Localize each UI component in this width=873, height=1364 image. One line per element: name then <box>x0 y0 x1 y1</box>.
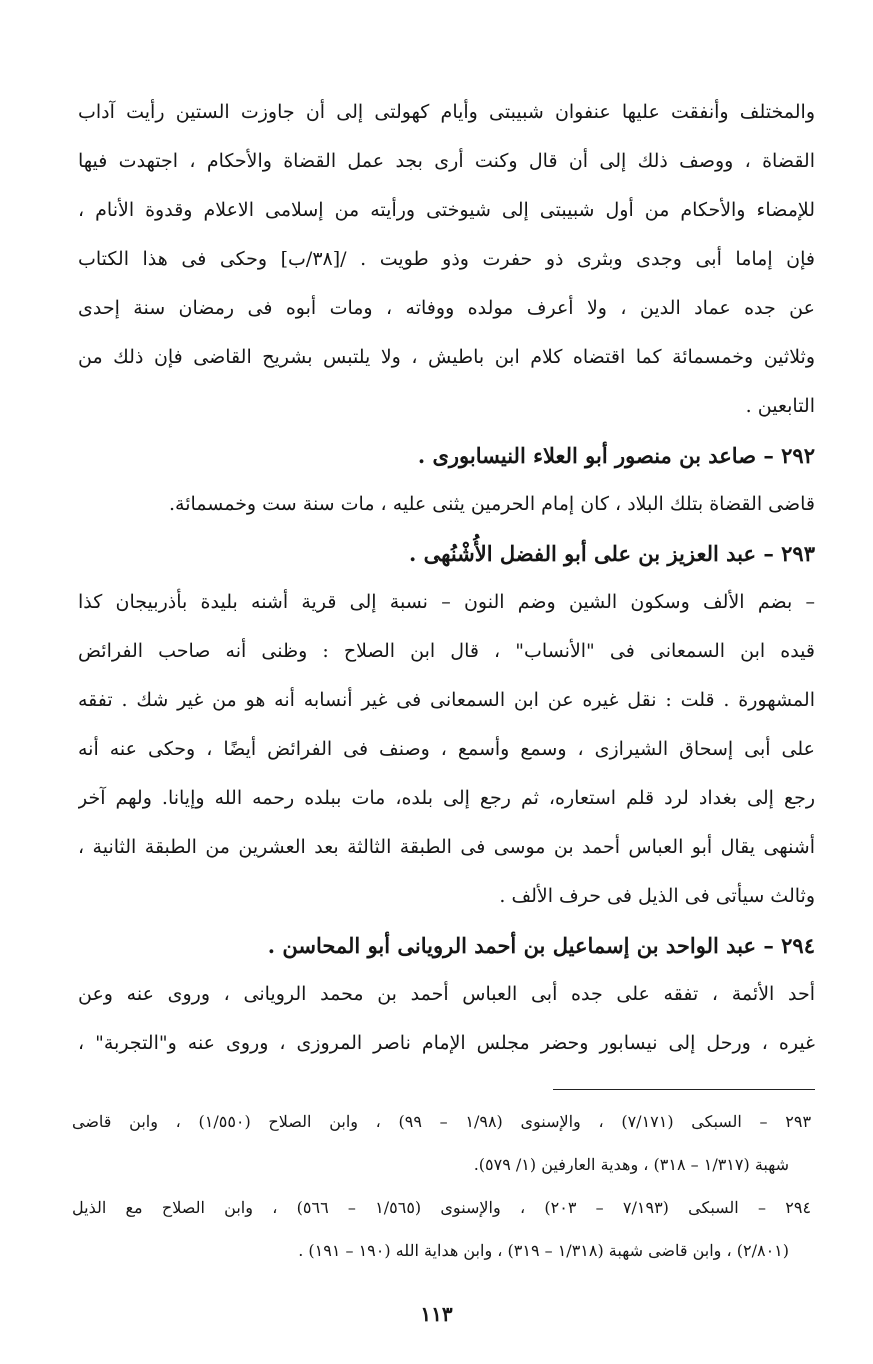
text-line: وثلاثين وخمسمائة كما اقتضاه كلام ابن باطيش ، ولا يلتبس بشريح القاضى فإن ذلك من <box>78 346 815 368</box>
text-line: على أبى إسحاق الشيرازى ، وسمع وأسمع ، وصنف فى الفرائض أيضًا ، وحكى عنه أنه <box>78 738 815 760</box>
text-line: عن جده عماد الدين ، ولا أعرف مولده ووفاته ، ومات أبوه فى رمضان سنة إحدى <box>78 297 815 319</box>
text-line: أشنهى يقال أبو العباس أحمد بن موسى فى الطبقة الثالثة بعد العشرين من الطبقة الثانية ، <box>78 836 815 858</box>
text-line: قيده ابن السمعانى فى "الأنساب" ، قال ابن الصلاح : وظنى أنه صاحب الفرائض <box>78 640 815 662</box>
footnote-line: ٢٩٣ – السبكى (٧/١٧١) ، والإسنوى (١/٩٨ – ٩٩) ، وابن الصلاح (١/٥٥٠) ، وابن قاضى <box>72 1112 811 1131</box>
footnote-line: ٢٩٤ – السبكى (٧/١٩٣ – ٢٠٣) ، والإسنوى (١/٥٦٥ – ٥٦٦) ، وابن الصلاح مع الذيل <box>72 1198 811 1217</box>
text-line: القضاة ، ووصف ذلك إلى أن قال وكنت أرى بجد عمل القضاة والأحكام ، اجتهدت فيها <box>78 150 815 172</box>
text-line: المشهورة . قلت : نقل غيره عن ابن السمعانى فى غير أنسابه أنه هو من غير شك . تفقه <box>78 689 815 711</box>
footnote-divider <box>553 1089 815 1090</box>
text-line: أحد الأئمة ، تفقه على جده أبى العباس أحمد بن محمد الرويانى ، وروى عنه وعن <box>78 983 815 1005</box>
main-text <box>78 88 815 1068</box>
entry-heading-294: ٢٩٤ – عبد الواحد بن إسماعيل بن أحمد الرويانى أبو المحاسن . <box>267 933 815 958</box>
text-line: قاضى القضاة بتلك البلاد ، كان إمام الحرمين يثنى عليه ، مات سنة ست وخمسمائة. <box>168 493 815 515</box>
text-line: للإمضاء والأحكام من أول شبيبتى إلى شيوختى ورأيته من إسلامى الاعلام وقدوة الأنام ، <box>78 199 815 221</box>
text-line: غيره ، ورحل إلى نيسابور وحضر مجلس الإمام ناصر المروزى ، وروى عنه و"التجربة" ، <box>78 1032 815 1054</box>
page-number: ١١٣ <box>420 1302 453 1326</box>
footnote-line: شهبة (١/٣١٧ – ٣١٨) ، وهدية العارفين (١/ ٥٧٩). <box>473 1155 789 1174</box>
text-line: والمختلف وأنفقت عليها عنفوان شبيبتى وأيام كهولتى إلى أن جاوزت الستين رأيت آداب <box>78 101 815 123</box>
text-line: – بضم الألف وسكون الشين وضم النون – نسبة إلى قرية أشنه بليدة بأذربيجان كذا <box>78 591 815 613</box>
text-line: وثالث سيأتى فى الذيل فى حرف الألف . <box>499 885 815 907</box>
text-line: التابعين . <box>745 395 815 417</box>
text-line: فإن إماما أبى وجدى وبثرى ذو حفرت وذو طويت . /[٣٨/ب] وحكى فى هذا الكتاب <box>78 248 815 270</box>
footnotes <box>72 1100 811 1272</box>
text-line: رجع إلى بغداد لرد قلم استعاره، ثم رجع إلى بلده، مات ببلده رحمه الله وإيانا. ولهم آخر <box>78 787 815 809</box>
footnote-line: (٢/٨٠١) ، وابن قاضى شهبة (١/٣١٨ – ٣١٩) ، وابن هداية الله (١٩٠ – ١٩١) . <box>298 1241 789 1260</box>
entry-heading-293: ٢٩٣ – عبد العزيز بن على أبو الفضل الأُشْنُهى . <box>409 541 815 566</box>
entry-heading-292: ٢٩٢ – صاعد بن منصور أبو العلاء النيسابورى . <box>417 443 815 468</box>
